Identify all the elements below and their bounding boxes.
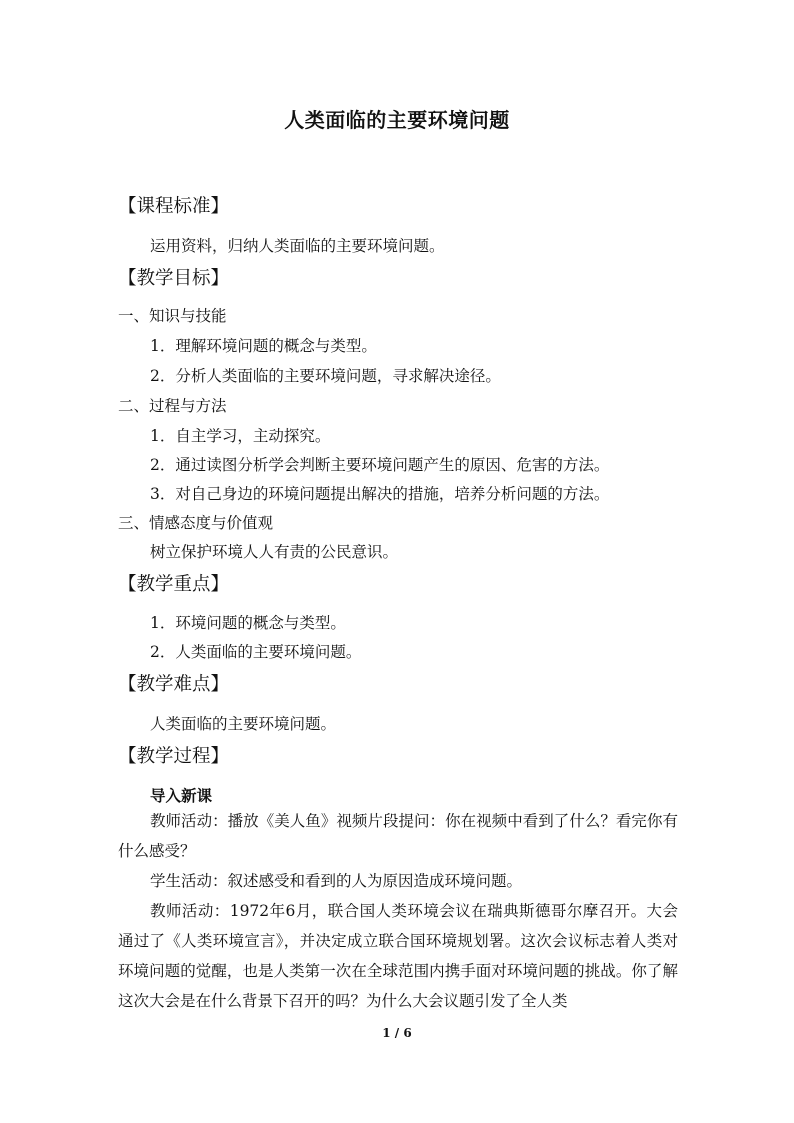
heading-key-points: 【教学重点】 (118, 574, 230, 595)
heading-process: 【教学过程】 (118, 746, 230, 767)
key-point-2: 2．人类面临的主要环境问题。 (150, 643, 362, 661)
goals-emotion-1: 树立保护环境人人有责的公民意识。 (150, 543, 399, 561)
process-paragraph-2: 学生活动：叙述感受和看到的人为原因造成环境问题。 (150, 872, 523, 890)
process-subheading: 导入新课 (150, 786, 213, 805)
process-paragraph-3: 教师活动：1972年6月，联合国人类环境会议在瑞典斯德哥尔摩召开。大会通过了《人类环境宣言》，并决定成立联合国环境规划署。这次会议标志着人类对环境问题的觉醒，也是人类第一次在全球范围内携手面对环境问题的挑战。你了解这次大会是在什么背景下召开的吗？为什么大会议题引发了全人类 (118, 902, 678, 1010)
goals-knowledge-title: 一、知识与技能 (118, 307, 227, 325)
page-number: 1 / 6 (382, 1026, 412, 1040)
standard-text: 运用资料，归纳人类面临的主要环境问题。 (150, 237, 445, 255)
goals-knowledge-2: 2．分析人类面临的主要环境问题，寻求解决途径。 (150, 367, 501, 385)
difficulties-text: 人类面临的主要环境问题。 (150, 715, 337, 733)
heading-difficulties: 【教学难点】 (118, 674, 230, 695)
goals-knowledge-1: 1．理解环境问题的概念与类型。 (150, 337, 377, 355)
process-paragraph-1: 教师活动：播放《美人鱼》视频片段提问：你在视频中看到了什么？看完你有什么感受？ (118, 812, 678, 860)
key-point-1: 1．环境问题的概念与类型。 (150, 614, 346, 632)
goals-emotion-title: 三、情感态度与价值观 (118, 514, 274, 532)
goals-process-1: 1．自主学习，主动探究。 (150, 427, 331, 445)
document-title: 人类面临的主要环境问题 (284, 108, 510, 132)
goals-process-2: 2．通过读图分析学会判断主要环境问题产生的原因、危害的方法。 (150, 456, 610, 474)
goals-process-3: 3．对自己身边的环境问题提出解决的措施，培养分析问题的方法。 (150, 485, 610, 503)
heading-goals: 【教学目标】 (118, 268, 230, 289)
goals-process-title: 二、过程与方法 (118, 397, 227, 415)
heading-standard: 【课程标准】 (118, 196, 230, 217)
